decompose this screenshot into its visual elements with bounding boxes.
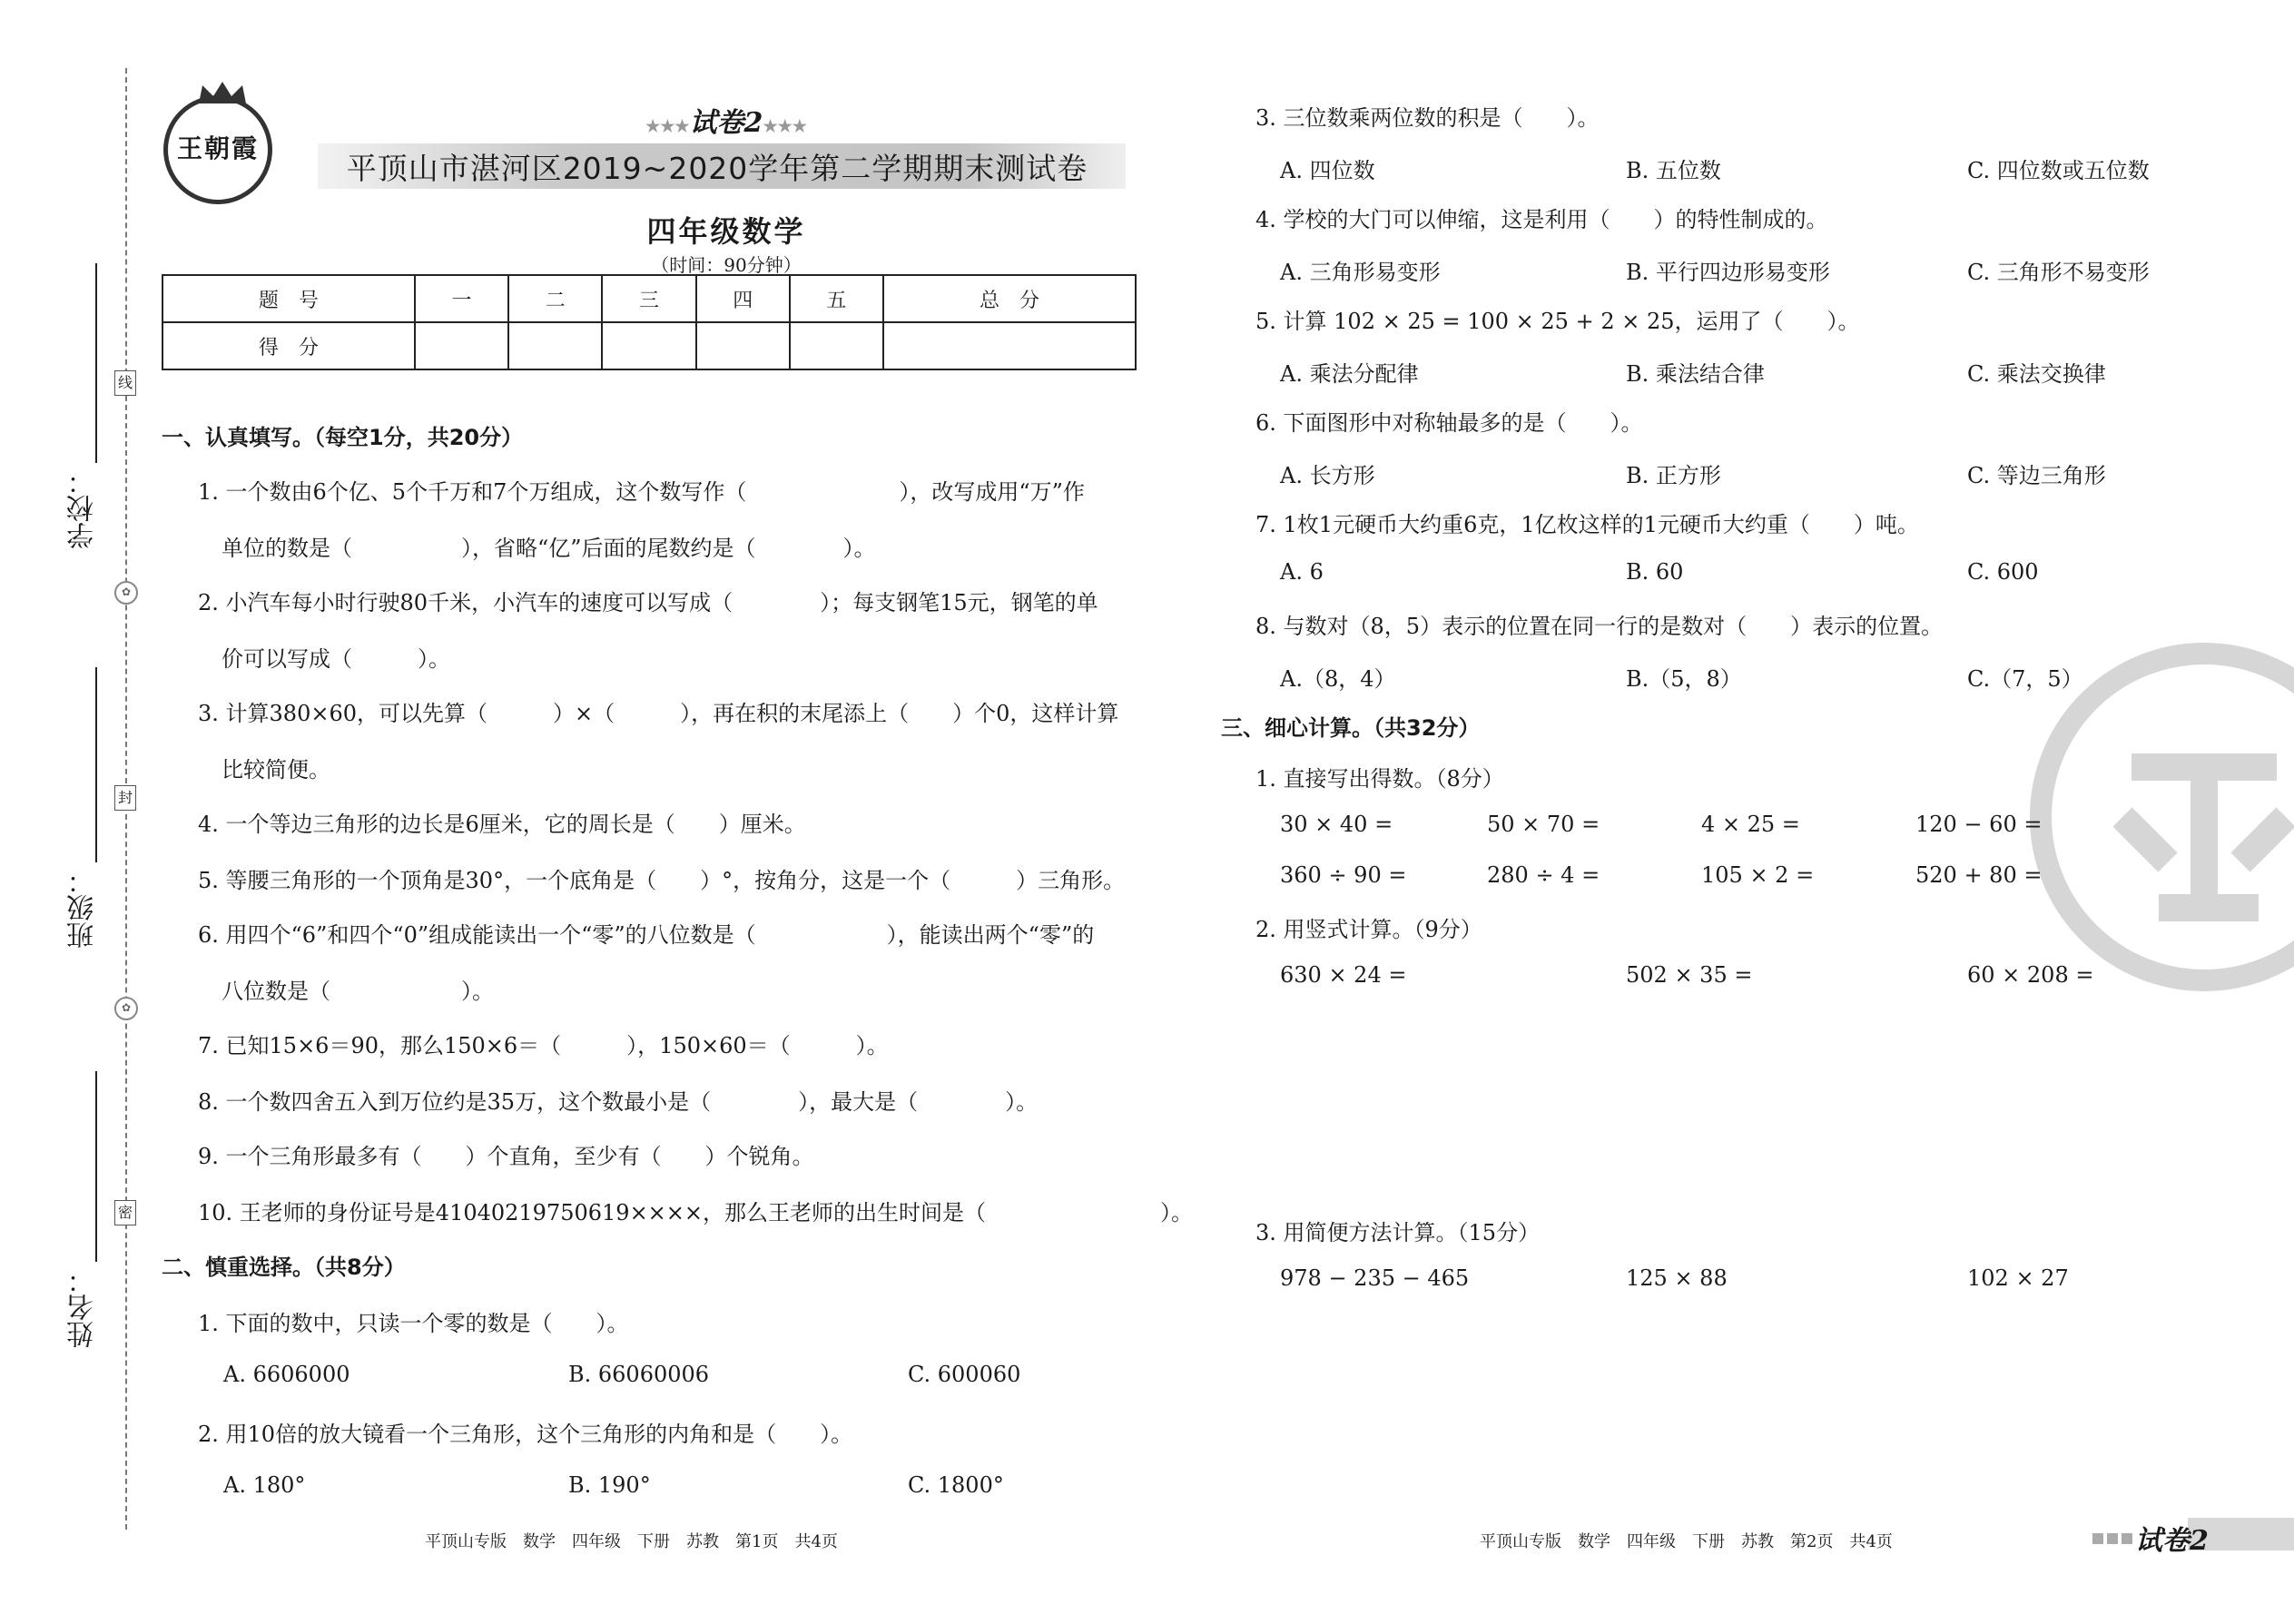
grade-subject: 四年级数学: [646, 214, 806, 249]
fill-question-line: 6. 用四个“6”和四个“0”组成能读出一个“零”的八位数是（ ），能读出两个“零”的: [198, 922, 1095, 948]
oral-calc-item: 4 × 25 =: [1701, 812, 1800, 837]
fill-question-line: 8. 一个数四舍五入到万位约是35万，这个数最小是（ ），最大是（ ）。: [198, 1089, 1039, 1115]
fill-question-line: 7. 已知15×6＝90，那么150×6＝（ ），150×60＝（ ）。: [198, 1033, 889, 1058]
choice-option: A. 长方形: [1280, 463, 1375, 488]
seal-char-feng: 封: [114, 785, 136, 811]
score-header-cell: 题 号: [162, 275, 415, 322]
fill-question-line: 比较简便。: [222, 757, 330, 782]
score-header-cell: 一: [415, 275, 508, 322]
calc-part2-title: 2. 用竖式计算。（9分）: [1255, 917, 1482, 942]
section2-title: 二、慎重选择。（共8分）: [162, 1255, 406, 1280]
choice-question: 4. 学校的大门可以伸缩，这是利用（ ）的特性制成的。: [1255, 207, 1828, 232]
score-header-cell: 二: [508, 275, 602, 322]
binding-knot-icon: ✿: [114, 581, 138, 605]
class-label: 班级：: [67, 867, 99, 949]
choice-question: 1. 下面的数中，只读一个零的数是（ ）。: [198, 1311, 629, 1336]
choice-option: C. 三角形不易变形: [1967, 260, 2150, 285]
choice-option: C. 四位数或五位数: [1967, 158, 2150, 183]
choice-option: A.（8，4）: [1280, 666, 1396, 692]
choice-option: C.（7，5）: [1967, 666, 2083, 692]
page-title: 平顶山市湛河区2019~2020学年第二学期期末测试卷: [346, 151, 1088, 186]
choice-question: 7. 1枚1元硬币大约重6克，1亿枚这样的1元硬币大约重（ ）吨。: [1255, 512, 1919, 537]
section1-title: 一、认真填写。（每空1分，共20分）: [162, 425, 524, 450]
school-line: [95, 263, 97, 463]
score-table: [162, 274, 1137, 370]
oral-calc-item: 360 ÷ 90 =: [1280, 862, 1407, 888]
choice-option: B.（5，8）: [1626, 666, 1742, 692]
simple-calc-item: 125 × 88: [1626, 1265, 1728, 1291]
vertical-calc-item: 60 × 208 =: [1967, 962, 2094, 988]
choice-option: B. 190°: [568, 1472, 651, 1498]
choice-question: 3. 三位数乘两位数的积是（ ）。: [1255, 105, 1600, 131]
choice-question: 6. 下面图形中对称轴最多的是（ ）。: [1255, 410, 1643, 436]
fill-question-line: 单位的数是（ ），省略“亿”后面的尾数约是（ ）。: [222, 536, 876, 561]
score-header-cell: 五: [790, 275, 883, 322]
oral-calc-item: 30 × 40 =: [1280, 812, 1393, 837]
vertical-calc-item: 502 × 35 =: [1626, 962, 1753, 988]
fill-question-line: 八位数是（ ）。: [222, 979, 494, 1004]
logo-text: 王朝霞: [176, 133, 259, 163]
choice-option: C. 等边三角形: [1967, 463, 2106, 488]
simple-calc-item: 102 × 27: [1967, 1265, 2069, 1291]
seal-char-mi: 密: [114, 1200, 136, 1225]
footer-paper-tag: 试卷2: [2135, 1525, 2209, 1557]
choice-option: A. 6606000: [223, 1362, 350, 1387]
footer-squares: [2092, 1530, 2136, 1548]
fill-question-line: 3. 计算380×60，可以先算（ ）×（ ），再在积的末尾添上（ ）个0，这样计算: [198, 701, 1119, 726]
score-cell[interactable]: [883, 322, 1136, 369]
fill-question-line: 价可以写成（ ）。: [222, 646, 450, 672]
binding-knot-icon: ✿: [114, 997, 138, 1020]
fill-question-line: 2. 小汽车每小时行驶80千米，小汽车的速度可以写成（ ）；每支钢笔15元，钢笔的单: [198, 590, 1098, 615]
score-header-cell: 四: [696, 275, 790, 322]
score-row-label: 得 分: [162, 322, 415, 369]
fill-question-line: 10. 王老师的身份证号是41040219750619××××，那么王老师的出生时间是（ ）。: [198, 1200, 1194, 1225]
time-note: （时间：90分钟）: [651, 254, 802, 276]
choice-option: A. 四位数: [1280, 158, 1375, 183]
simple-calc-item: 978 − 235 − 465: [1280, 1265, 1470, 1291]
oral-calc-item: 120 − 60 =: [1915, 812, 2043, 837]
choice-option: A. 三角形易变形: [1280, 260, 1441, 285]
calc-part1-title: 1. 直接写出得数。（8分）: [1255, 766, 1504, 792]
section3-title: 三、细心计算。（共32分）: [1221, 715, 1481, 741]
score-header-cell: 三: [602, 275, 695, 322]
oral-calc-item: 280 ÷ 4 =: [1487, 862, 1600, 888]
calc-part3-title: 3. 用简便方法计算。（15分）: [1255, 1220, 1541, 1245]
choice-option: A. 乘法分配律: [1280, 361, 1419, 387]
fill-question-line: 5. 等腰三角形的一个顶角是30°，一个底角是（ ）°，按角分，这是一个（ ）三角形。: [198, 868, 1126, 893]
choice-option: B. 66060006: [568, 1362, 710, 1387]
choice-option: B. 平行四边形易变形: [1626, 260, 1830, 285]
class-line: [95, 667, 97, 862]
score-cell[interactable]: [790, 322, 883, 369]
fill-question-line: 9. 一个三角形最多有（ ）个直角，至少有（ ）个锐角。: [198, 1144, 814, 1169]
name-label: 姓名：: [67, 1266, 99, 1348]
choice-option: A. 6: [1280, 559, 1324, 585]
score-row: [162, 322, 1136, 369]
score-cell[interactable]: [508, 322, 602, 369]
choice-option: B. 乘法结合律: [1626, 361, 1765, 387]
choice-option: C. 1800°: [908, 1472, 1004, 1498]
footer-right: 平顶山专版 数学 四年级 下册 苏教 第2页 共4页: [1480, 1532, 1893, 1551]
choice-option: B. 正方形: [1626, 463, 1721, 488]
choice-option: A. 180°: [223, 1472, 306, 1498]
choice-question: 2. 用10倍的放大镜看一个三角形，这个三角形的内角和是（ ）。: [198, 1422, 853, 1447]
score-header-row: [162, 275, 1136, 322]
publisher-logo: [163, 95, 272, 204]
score-cell[interactable]: [602, 322, 695, 369]
score-cell[interactable]: [696, 322, 790, 369]
choice-option: C. 乘法交换律: [1967, 361, 2106, 387]
oral-calc-item: 50 × 70 =: [1487, 812, 1600, 837]
choice-question: 5. 计算 102 × 25 = 100 × 25 + 2 × 25，运用了（ ）。: [1255, 309, 1860, 334]
footer-left: 平顶山专版 数学 四年级 下册 苏教 第1页 共4页: [425, 1532, 838, 1551]
choice-option: C. 600060: [908, 1362, 1021, 1387]
score-cell[interactable]: [415, 322, 508, 369]
choice-option: B. 60: [1626, 559, 1684, 585]
school-label: 学校：: [67, 468, 99, 549]
seal-char-line: 线: [114, 370, 136, 396]
choice-option: C. 600: [1967, 559, 2039, 585]
vertical-calc-item: 630 × 24 =: [1280, 962, 1407, 988]
crown-icon: [195, 80, 250, 105]
oral-calc-item: 520 + 80 =: [1915, 862, 2043, 888]
fill-question-line: 1. 一个数由6个亿、5个千万和7个万组成，这个数写作（ ），改写成用“万”作: [198, 479, 1085, 505]
fill-question-line: 4. 一个等边三角形的边长是6厘米，它的周长是（ ）厘米。: [198, 812, 806, 837]
choice-option: B. 五位数: [1626, 158, 1721, 183]
paper-number: ★★★试卷2★★★: [645, 107, 807, 139]
choice-question: 8. 与数对（8，5）表示的位置在同一行的是数对（ ）表示的位置。: [1255, 614, 1944, 639]
score-header-cell: 总 分: [883, 275, 1136, 322]
oral-calc-item: 105 × 2 =: [1701, 862, 1815, 888]
name-line: [95, 1071, 97, 1262]
